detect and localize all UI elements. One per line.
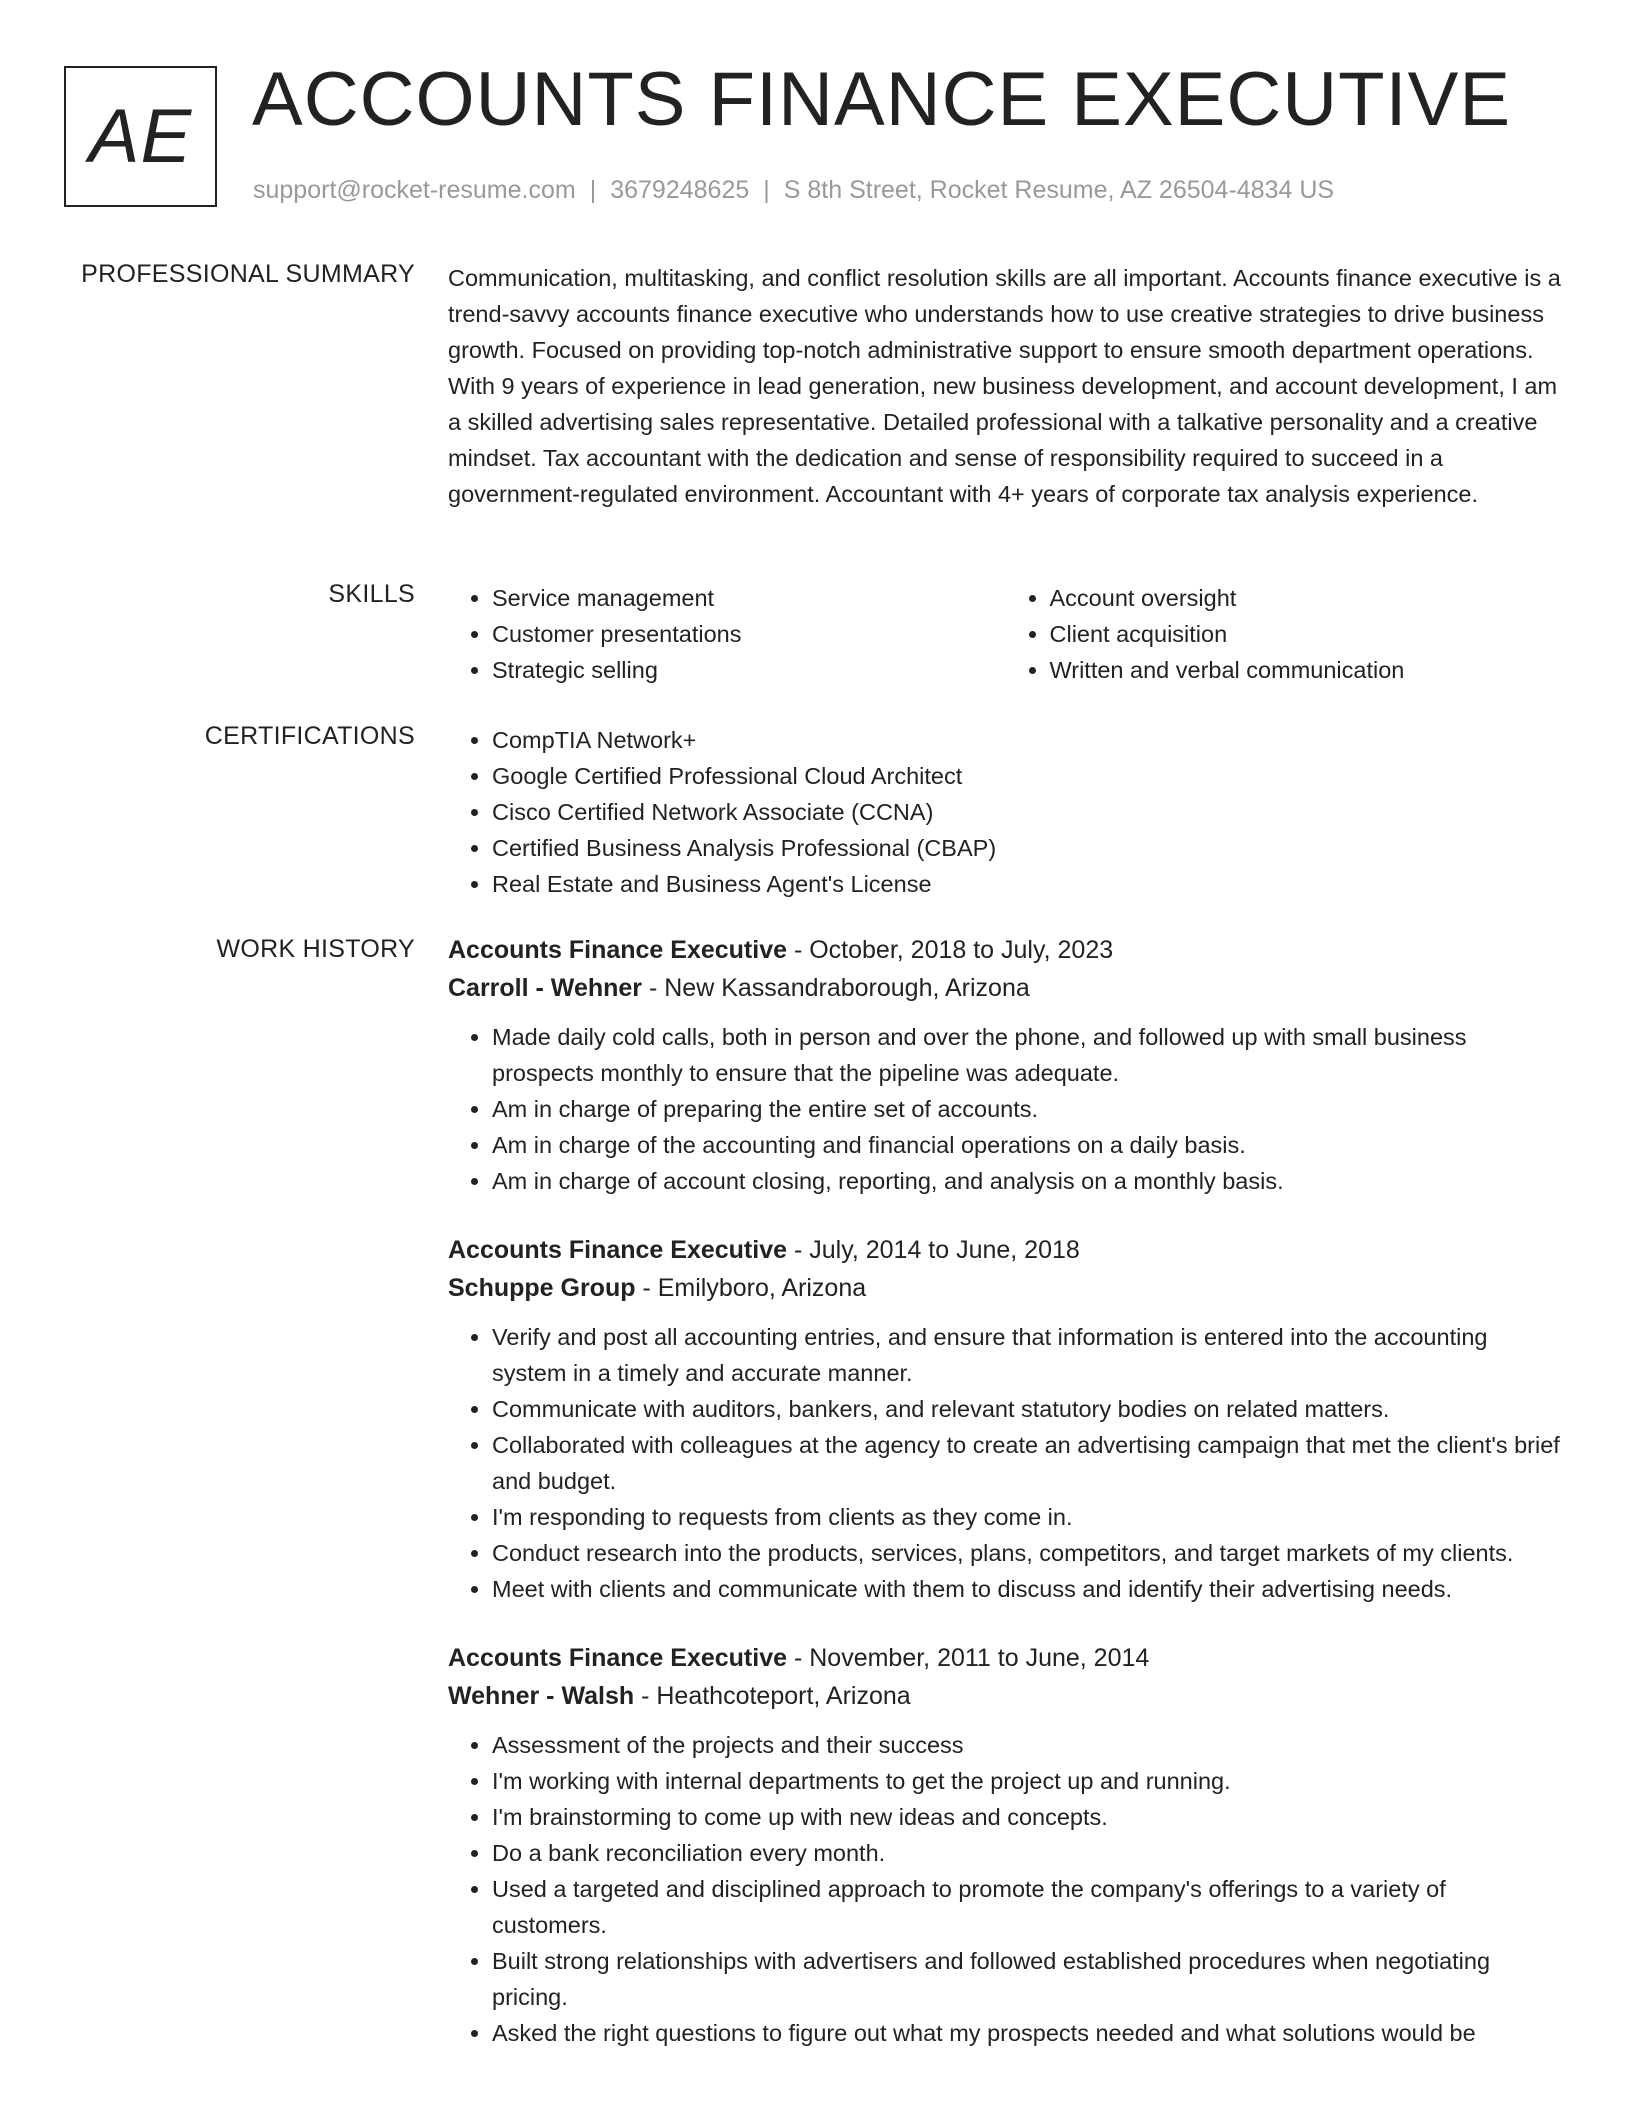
- work-label: WORK HISTORY: [216, 935, 415, 963]
- job-location: - Emilyboro, Arizona: [635, 1274, 867, 1302]
- certification-item: • CompTIA Network+: [492, 722, 1563, 758]
- job-title-line: [448, 1639, 1563, 1677]
- job-bullet: • Conduct research into the products, services, plans, competitors, and target markets of my clients.: [492, 1535, 1563, 1571]
- job-bullet: • Assessment of the projects and their success: [492, 1727, 1563, 1763]
- skill-item: • Service management: [492, 580, 1006, 616]
- certification-item: • Real Estate and Business Agent's License: [492, 866, 1563, 902]
- contact-separator: |: [589, 176, 597, 204]
- job-title: Accounts Finance Executive: [448, 936, 788, 964]
- job-location: - Heathcoteport, Arizona: [634, 1682, 911, 1710]
- job-dates: - July, 2014 to June, 2018: [787, 1236, 1080, 1264]
- job-bullets: [448, 1727, 1563, 2051]
- resume-name: ACCOUNTS FINANCE EXECUTIVE: [252, 57, 1512, 142]
- job-bullet: • Am in charge of account closing, reporting, and analysis on a monthly basis.: [492, 1163, 1563, 1199]
- work-body: [448, 931, 1563, 2083]
- skill-item: • Strategic selling: [492, 652, 1006, 688]
- job-bullet: • I'm responding to requests from clients as they come in.: [492, 1499, 1563, 1535]
- job-bullet: • I'm working with internal departments to get the project up and running.: [492, 1763, 1563, 1799]
- job-title: Accounts Finance Executive: [448, 1644, 788, 1672]
- job-location: - New Kassandraborough, Arizona: [642, 974, 1030, 1002]
- skill-item: • Account oversight: [1050, 580, 1564, 616]
- job-title-line: [448, 931, 1563, 969]
- monogram-badge: AE: [64, 66, 217, 207]
- job-company: Carroll - Wehner: [448, 974, 643, 1002]
- skills-list-left: [448, 580, 1006, 688]
- job-bullet: • Am in charge of preparing the entire set of accounts.: [492, 1091, 1563, 1127]
- job-company: Wehner - Walsh: [448, 1682, 635, 1710]
- certifications-list: [448, 722, 1563, 902]
- certifications-label: CERTIFICATIONS: [204, 722, 415, 750]
- job-company: Schuppe Group: [448, 1274, 636, 1302]
- certification-item: • Certified Business Analysis Professional (CBAP): [492, 830, 1563, 866]
- contact-email: support@rocket-resume.com: [253, 176, 576, 204]
- job-bullets: [448, 1319, 1563, 1607]
- skills-label: SKILLS: [328, 580, 415, 608]
- job-company-line: [448, 1677, 1563, 1715]
- summary-label: PROFESSIONAL SUMMARY: [81, 260, 415, 288]
- job-entry: [448, 931, 1563, 1199]
- skill-item: • Customer presentations: [492, 616, 1006, 652]
- job-bullets: [448, 1019, 1563, 1199]
- job-company-line: [448, 969, 1563, 1007]
- job-bullet: • Built strong relationships with advertisers and followed established procedures when negotiating pricing.: [492, 1943, 1563, 2015]
- job-bullet: • Am in charge of the accounting and financial operations on a daily basis.: [492, 1127, 1563, 1163]
- job-bullet: • I'm brainstorming to come up with new ideas and concepts.: [492, 1799, 1563, 1835]
- job-entry: [448, 1639, 1563, 2051]
- job-bullet: • Made daily cold calls, both in person and over the phone, and followed up with small business prospects monthly to ensure that the pipeline was adequate.: [492, 1019, 1563, 1091]
- skill-item: • Client acquisition: [1050, 616, 1564, 652]
- job-bullet: • Asked the right questions to figure out what my prospects needed and what solutions would be: [492, 2015, 1563, 2051]
- job-bullet: • Do a bank reconciliation every month.: [492, 1835, 1563, 1871]
- certification-item: • Cisco Certified Network Associate (CCNA): [492, 794, 1563, 830]
- summary-text: Communication, multitasking, and conflict resolution skills are all important. Accounts finance executive is a trend-savvy accounts finance executive who understands how to use creative strategies to drive business growth. Focused on providing top-notch administrative support to ensure smooth department operations. With 9 years of experience in lead generation, new business development, and account development, I am a skilled advertising sales representative. Detailed professional with a talkative personality and a creative mindset. Tax accountant with the dedication and sense of responsibility required to succeed in a government-regulated environment. Accountant with 4+ years of corporate tax analysis experience.: [448, 265, 1561, 507]
- skills-body: [448, 580, 1563, 688]
- certification-item: • Google Certified Professional Cloud Architect: [492, 758, 1563, 794]
- job-title-line: [448, 1231, 1563, 1269]
- job-bullet: • Collaborated with colleagues at the agency to create an advertising campaign that met the client's brief and budget.: [492, 1427, 1563, 1499]
- job-dates: - October, 2018 to July, 2023: [787, 936, 1114, 964]
- certifications-body: [448, 722, 1563, 902]
- job-bullet: • Meet with clients and communicate with them to discuss and identify their advertising needs.: [492, 1571, 1563, 1607]
- job-bullet: • Verify and post all accounting entries, and ensure that information is entered into the accounting system in a timely and accurate manner.: [492, 1319, 1563, 1391]
- skill-item: • Written and verbal communication: [1050, 652, 1564, 688]
- job-dates: - November, 2011 to June, 2014: [787, 1644, 1150, 1672]
- job-bullet: • Used a targeted and disciplined approach to promote the company's offerings to a variety of customers.: [492, 1871, 1563, 1943]
- job-bullet: • Communicate with auditors, bankers, and relevant statutory bodies on related matters.: [492, 1391, 1563, 1427]
- job-company-line: [448, 1269, 1563, 1307]
- skills-grid: [448, 580, 1563, 688]
- contact-separator: |: [763, 176, 770, 204]
- job-title: Accounts Finance Executive: [448, 1236, 788, 1264]
- skills-list-right: [1006, 580, 1564, 688]
- contact-line: [253, 176, 1334, 205]
- contact-phone: 3679248625: [610, 176, 750, 204]
- contact-address: S 8th Street, Rocket Resume, AZ 26504-4834 US: [783, 176, 1335, 204]
- job-entry: [448, 1231, 1563, 1607]
